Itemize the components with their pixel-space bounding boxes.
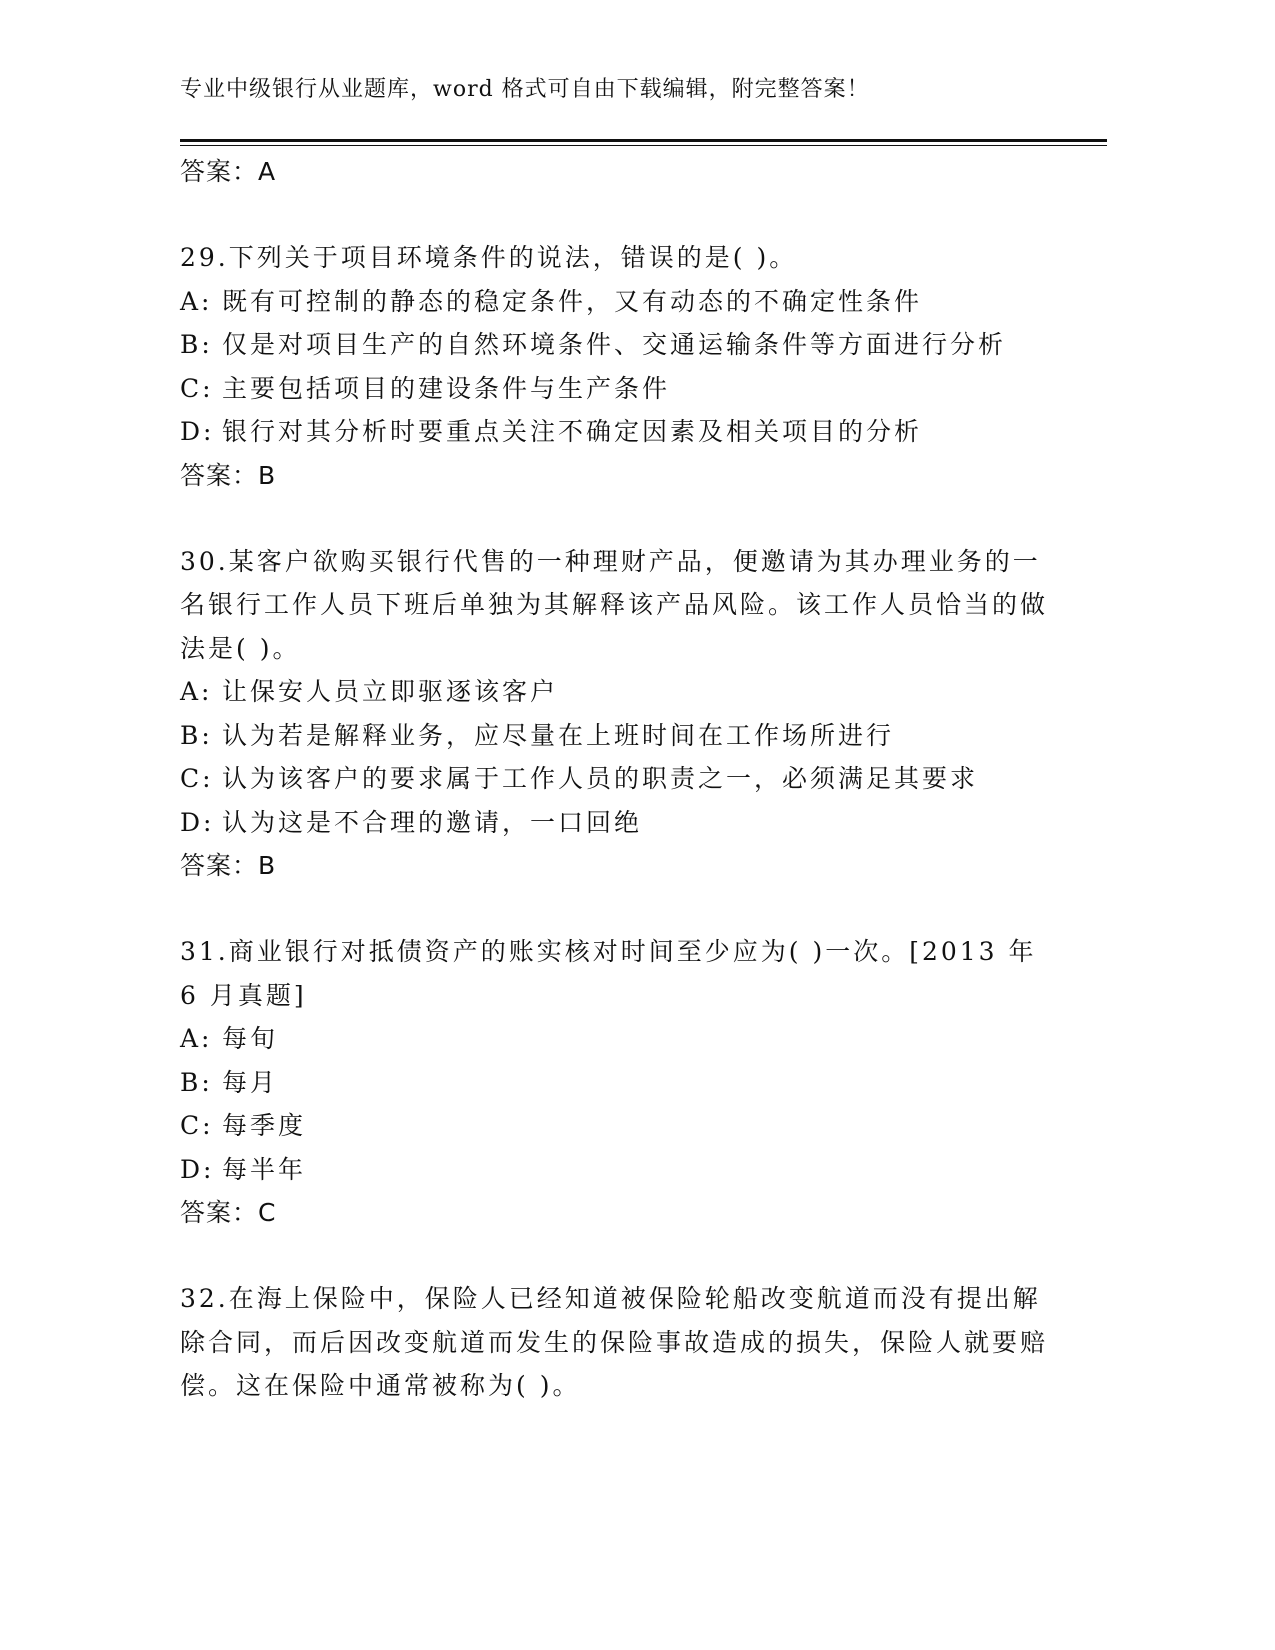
option-b	[180, 1061, 1050, 1105]
answer-line: 答案：C	[180, 1198, 277, 1227]
question-stem: 29.下列关于项目环境条件的说法，错误的是( )。	[180, 243, 798, 272]
option-d	[180, 801, 1050, 845]
spacer	[180, 193, 1050, 236]
header-rule-thick	[180, 139, 1107, 142]
question-stem: 31.商业银行对抵债资产的账实核对时间至少应为( )一次。[2013 年 6 月真题]	[180, 937, 1037, 1010]
option-letter: D:	[180, 1154, 215, 1184]
answer-line: 答案：B	[180, 851, 277, 880]
question-block	[180, 930, 1050, 1234]
option-letter: A:	[180, 286, 213, 316]
question-stem: 30.某客户欲购买银行代售的一种理财产品，便邀请为其办理业务的一名银行工作人员下班后单独为其解释该产品风险。该工作人员恰当的做法是( )。	[180, 546, 1049, 663]
option-text: 每旬	[222, 1024, 279, 1053]
option-letter: B:	[180, 330, 213, 359]
option-a	[180, 670, 1050, 714]
option-text: 既有可控制的静态的稳定条件，又有动态的不确定性条件	[222, 286, 923, 316]
question-block	[180, 236, 1050, 497]
option-c	[180, 367, 1050, 411]
option-letter: B:	[180, 1067, 213, 1097]
option-b	[180, 714, 1050, 758]
option-text: 主要包括项目的建设条件与生产条件	[222, 373, 671, 403]
spacer	[180, 887, 1050, 930]
option-letter: B:	[180, 720, 213, 750]
option-text: 每半年	[222, 1154, 307, 1184]
option-text: 仅是对项目生产的自然环境条件、交通运输条件等方面进行分析	[222, 330, 1007, 359]
question-block	[180, 1277, 1050, 1408]
option-letter: C:	[180, 764, 214, 793]
spacer	[180, 497, 1050, 540]
option-letter: A:	[180, 677, 213, 706]
option-text: 认为这是不合理的邀请，一口回绝	[222, 807, 643, 837]
option-text: 认为该客户的要求属于工作人员的职责之一，必须满足其要求	[222, 764, 979, 793]
option-d	[180, 1148, 1050, 1192]
option-c	[180, 1104, 1050, 1148]
option-a	[180, 1017, 1050, 1061]
question-stem: 32.在海上保险中，保险人已经知道被保险轮船改变航道而没有提出解除合同，而后因改变航道而发生的保险事故造成的损失，保险人就要赔偿。这在保险中通常被称为( )。	[180, 1284, 1049, 1400]
option-text: 认为若是解释业务，应尽量在上班时间在工作场所进行	[222, 720, 895, 750]
option-text: 让保安人员立即驱逐该客户	[222, 677, 559, 706]
option-text: 每月	[222, 1067, 279, 1097]
answer-line: 答案：B	[180, 460, 277, 490]
page-header: 专业中级银行从业题库，word 格式可自由下载编辑，附完整答案！	[180, 77, 870, 102]
option-c	[180, 757, 1050, 801]
option-letter: D:	[180, 807, 215, 837]
option-letter: A:	[180, 1024, 213, 1053]
question-block	[180, 540, 1050, 888]
option-letter: D:	[180, 417, 215, 446]
option-text: 银行对其分析时要重点关注不确定因素及相关项目的分析	[222, 417, 923, 446]
question-list	[180, 150, 1050, 1408]
answer-line: 答案：A	[180, 157, 277, 186]
option-b	[180, 323, 1050, 367]
option-letter: C:	[180, 373, 214, 403]
spacer	[180, 1234, 1050, 1277]
option-a	[180, 280, 1050, 324]
option-d	[180, 410, 1050, 454]
header-rule-thin	[180, 145, 1107, 146]
option-letter: C:	[180, 1111, 214, 1140]
option-text: 每季度	[222, 1111, 307, 1140]
